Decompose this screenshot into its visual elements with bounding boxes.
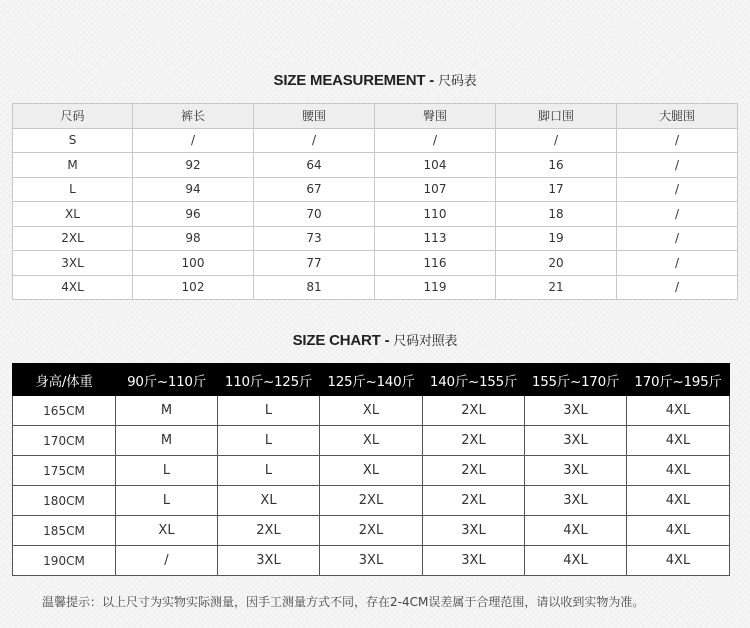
table-cell: 19	[496, 226, 617, 251]
table-cell: 4XL	[525, 546, 627, 576]
table-cell: 21	[496, 275, 617, 300]
table-cell: 2XL	[423, 456, 525, 486]
size-chart-title-cn: 尺码对照表	[393, 334, 458, 349]
measurement-header-row	[13, 104, 738, 129]
table-row	[13, 128, 738, 153]
chart-header-cell: 身高/体重	[13, 364, 116, 396]
measurement-header-cell: 脚口围	[496, 104, 617, 129]
table-cell: 3XL	[525, 456, 627, 486]
size-measurement-title-cn: 尺码表	[438, 74, 477, 89]
table-cell: 4XL	[627, 396, 730, 426]
chart-header-row	[13, 364, 730, 396]
table-cell: 77	[254, 251, 375, 276]
table-cell: 2XL	[423, 486, 525, 516]
chart-header-cell: 125斤~140斤	[320, 364, 423, 396]
table-cell: /	[133, 128, 254, 153]
table-cell: 4XL	[525, 516, 627, 546]
table-cell: L	[116, 456, 218, 486]
table-cell: /	[496, 128, 617, 153]
table-cell: XL	[13, 202, 133, 227]
chart-header-cell: 170斤~195斤	[627, 364, 730, 396]
table-cell: 107	[375, 177, 496, 202]
table-cell: 4XL	[13, 275, 133, 300]
table-row	[13, 396, 730, 426]
table-cell: XL	[320, 456, 423, 486]
measurement-header-cell: 尺码	[13, 104, 133, 129]
table-cell: 94	[133, 177, 254, 202]
table-row	[13, 275, 738, 300]
size-measurement-title	[0, 70, 750, 89]
table-cell: 3XL	[525, 426, 627, 456]
table-cell: /	[617, 226, 738, 251]
table-cell: 18	[496, 202, 617, 227]
table-cell: 100	[133, 251, 254, 276]
measurement-header-cell: 裤长	[133, 104, 254, 129]
table-cell: M	[116, 396, 218, 426]
table-cell: L	[218, 396, 320, 426]
table-cell: /	[375, 128, 496, 153]
table-cell: 165CM	[13, 396, 116, 426]
table-cell: 180CM	[13, 486, 116, 516]
table-row	[13, 546, 730, 576]
table-cell: 67	[254, 177, 375, 202]
table-cell: 4XL	[627, 546, 730, 576]
table-cell: 16	[496, 153, 617, 178]
table-row	[13, 202, 738, 227]
measurement-header-cell: 大腿围	[617, 104, 738, 129]
table-row	[13, 456, 730, 486]
table-cell: XL	[116, 516, 218, 546]
table-row	[13, 426, 730, 456]
table-cell: /	[617, 153, 738, 178]
table-cell: L	[13, 177, 133, 202]
table-cell: 4XL	[627, 486, 730, 516]
measurement-header-cell: 腰围	[254, 104, 375, 129]
table-cell: M	[116, 426, 218, 456]
table-cell: /	[617, 177, 738, 202]
table-cell: 73	[254, 226, 375, 251]
size-chart-table	[12, 363, 730, 576]
table-row	[13, 226, 738, 251]
chart-header-cell: 155斤~170斤	[525, 364, 627, 396]
table-cell: 2XL	[320, 486, 423, 516]
table-cell: 4XL	[627, 426, 730, 456]
table-row	[13, 153, 738, 178]
table-cell: XL	[320, 426, 423, 456]
table-cell: 116	[375, 251, 496, 276]
table-cell: 190CM	[13, 546, 116, 576]
table-cell: 2XL	[320, 516, 423, 546]
table-cell: 64	[254, 153, 375, 178]
chart-header-cell: 90斤~110斤	[116, 364, 218, 396]
table-cell: /	[617, 128, 738, 153]
table-cell: 98	[133, 226, 254, 251]
table-cell: 70	[254, 202, 375, 227]
table-cell: 3XL	[218, 546, 320, 576]
table-cell: L	[218, 426, 320, 456]
table-cell: 20	[496, 251, 617, 276]
table-cell: /	[617, 251, 738, 276]
size-measurement-title-en: SIZE MEASUREMENT -	[273, 72, 435, 89]
table-cell: 92	[133, 153, 254, 178]
table-cell: S	[13, 128, 133, 153]
measurement-note: 温馨提示：以上尺寸为实物实际测量，因手工测量方式不同，存在2-4CM误差属于合理范围，请以收到实物为准。	[42, 595, 645, 609]
table-cell: L	[116, 486, 218, 516]
table-cell: 81	[254, 275, 375, 300]
table-cell: 119	[375, 275, 496, 300]
table-cell: 170CM	[13, 426, 116, 456]
table-cell: 3XL	[320, 546, 423, 576]
table-cell: 175CM	[13, 456, 116, 486]
table-cell: 96	[133, 202, 254, 227]
table-cell: L	[218, 456, 320, 486]
table-cell: 185CM	[13, 516, 116, 546]
chart-header-cell: 110斤~125斤	[218, 364, 320, 396]
table-cell: 2XL	[13, 226, 133, 251]
table-row	[13, 516, 730, 546]
table-cell: 113	[375, 226, 496, 251]
measurement-header-cell: 臀围	[375, 104, 496, 129]
table-cell: M	[13, 153, 133, 178]
table-cell: XL	[218, 486, 320, 516]
table-cell: /	[116, 546, 218, 576]
table-row	[13, 251, 738, 276]
table-row	[13, 486, 730, 516]
table-cell: 2XL	[423, 396, 525, 426]
table-cell: /	[617, 202, 738, 227]
table-cell: 102	[133, 275, 254, 300]
table-cell: 3XL	[525, 396, 627, 426]
chart-header-cell: 140斤~155斤	[423, 364, 525, 396]
table-cell: 4XL	[627, 456, 730, 486]
table-cell: XL	[320, 396, 423, 426]
size-chart-title-en: SIZE CHART -	[292, 332, 390, 349]
table-row	[13, 177, 738, 202]
table-cell: 17	[496, 177, 617, 202]
table-cell: 2XL	[218, 516, 320, 546]
size-chart-title	[0, 330, 750, 349]
table-cell: /	[617, 275, 738, 300]
table-cell: 4XL	[627, 516, 730, 546]
size-measurement-table	[12, 103, 738, 300]
table-cell: 3XL	[13, 251, 133, 276]
table-cell: 110	[375, 202, 496, 227]
table-cell: 2XL	[423, 426, 525, 456]
table-cell: 3XL	[525, 486, 627, 516]
table-cell: 3XL	[423, 516, 525, 546]
table-cell: 3XL	[423, 546, 525, 576]
table-cell: /	[254, 128, 375, 153]
table-cell: 104	[375, 153, 496, 178]
